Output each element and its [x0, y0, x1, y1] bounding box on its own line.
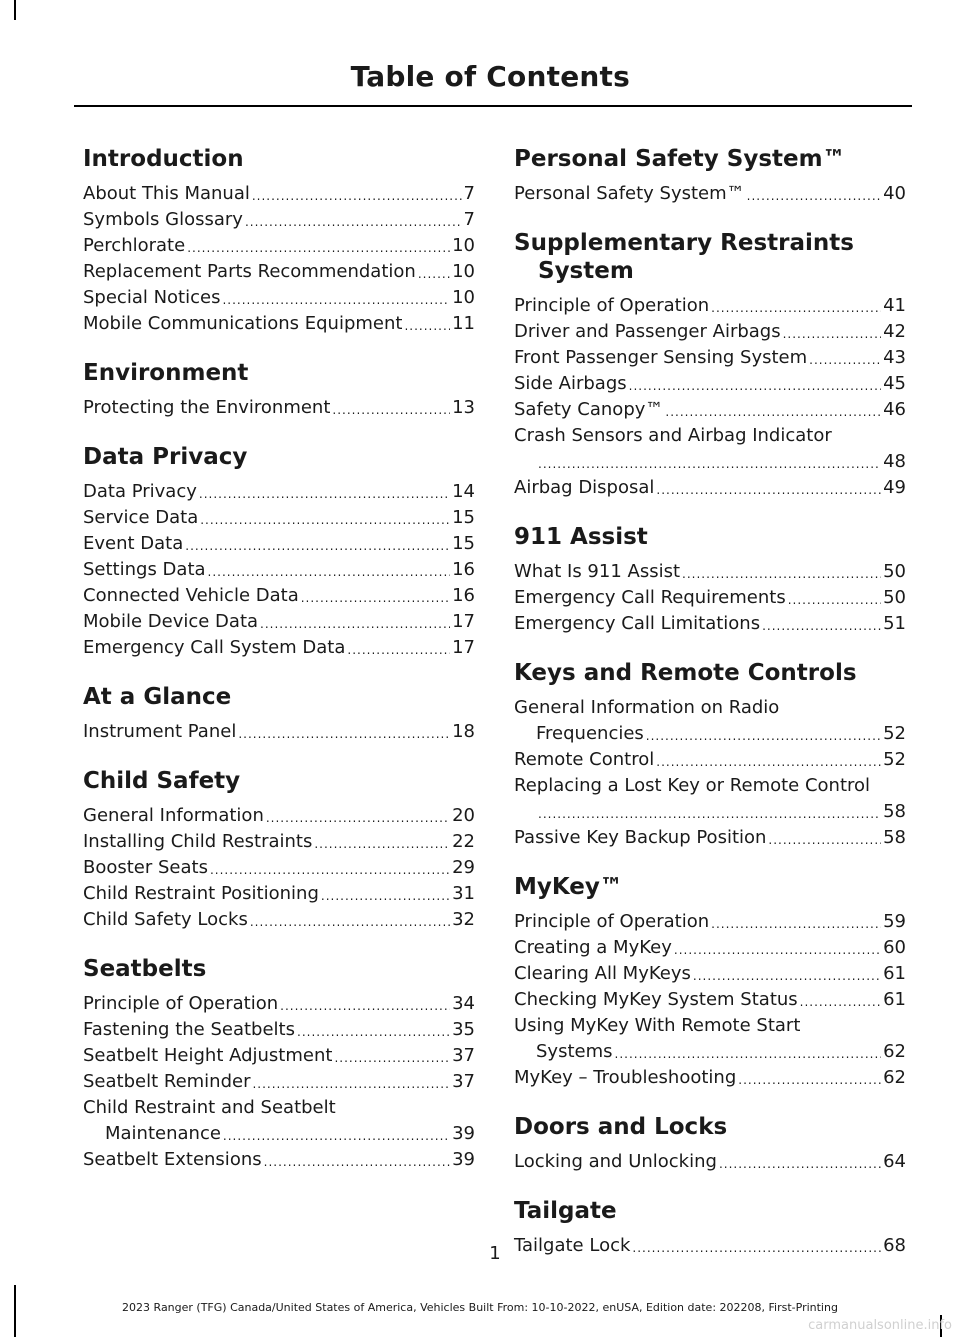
- toc-section: [514, 229, 906, 501]
- toc-entry[interactable]: [514, 1233, 906, 1259]
- toc-entry-line: [514, 909, 906, 935]
- leader-dots: [632, 1237, 881, 1259]
- toc-entry[interactable]: [514, 181, 906, 207]
- toc-entry-text: General Information on Radio: [514, 697, 780, 718]
- toc-entry-line: [514, 987, 906, 1013]
- leader-dots: [615, 1043, 882, 1065]
- leader-dots: [693, 965, 881, 987]
- toc-entry-text: MyKey – Troubleshooting: [514, 1067, 737, 1088]
- leader-dots: [674, 939, 881, 961]
- section-heading: [514, 873, 906, 901]
- toc-entry-text-cont: Systems: [536, 1041, 613, 1062]
- toc-page-number: 68: [883, 1235, 906, 1256]
- toc-entry-text: Clearing All MyKeys: [514, 963, 691, 984]
- section-heading: [83, 767, 475, 795]
- toc-entry[interactable]: [514, 345, 906, 371]
- toc-page-number: 10: [452, 235, 475, 256]
- toc-page-number: 18: [452, 721, 475, 742]
- toc-section: [514, 523, 906, 637]
- toc-page-number: 52: [883, 723, 906, 744]
- toc-entry[interactable]: [514, 773, 906, 825]
- toc-entry-text: Perchlorate: [83, 235, 186, 256]
- toc-page-number: 51: [883, 613, 906, 634]
- toc-section: [83, 767, 475, 933]
- toc-page-number: 58: [883, 801, 906, 822]
- toc-entry-text: Principle of Operation: [514, 911, 710, 932]
- toc-entry[interactable]: [514, 1065, 906, 1091]
- toc-entry-text: Tailgate Lock: [514, 1235, 631, 1256]
- toc-entry-text: Emergency Call System Data: [83, 637, 346, 658]
- toc-page-number: 37: [452, 1071, 475, 1092]
- toc-entry-line: [83, 991, 475, 1017]
- leader-dots: [238, 723, 450, 745]
- toc-entry[interactable]: [514, 747, 906, 773]
- toc-entry-line: [514, 475, 906, 501]
- toc-entry[interactable]: [83, 233, 475, 259]
- toc-entry-text: Airbag Disposal: [514, 477, 655, 498]
- toc-entry[interactable]: [83, 557, 475, 583]
- toc-page-number: 61: [883, 963, 906, 984]
- toc-entry[interactable]: [83, 181, 475, 207]
- toc-entry-text: Child Restraint Positioning: [83, 883, 319, 904]
- section-heading-text: Introduction: [83, 146, 244, 172]
- crop-mark-top-left: [14, 0, 16, 20]
- leader-dots: [711, 297, 881, 319]
- leader-dots: [264, 1151, 450, 1173]
- toc-entry-text: Settings Data: [83, 559, 206, 580]
- toc-section: [514, 1197, 906, 1259]
- toc-entry-line: [83, 531, 475, 557]
- leader-dots: [301, 587, 450, 609]
- toc-entry-text: Child Safety Locks: [83, 909, 248, 930]
- toc-entry-line: [83, 233, 475, 259]
- toc-section: [83, 443, 475, 661]
- toc-page-number: 37: [452, 1045, 475, 1066]
- toc-page-number: 50: [883, 561, 906, 582]
- toc-entry[interactable]: [514, 559, 906, 585]
- toc-entry[interactable]: [83, 1043, 475, 1069]
- toc-entry-text: Seatbelt Reminder: [83, 1071, 251, 1092]
- toc-entry-line: [514, 747, 906, 773]
- toc-entry[interactable]: [514, 1149, 906, 1175]
- section-heading: [83, 683, 475, 711]
- toc-entry-line: [83, 719, 475, 745]
- leader-dots: [538, 803, 881, 825]
- toc-entry-text: Mobile Device Data: [83, 611, 259, 632]
- toc-entry-text: What Is 911 Assist: [514, 561, 681, 582]
- toc-page-number: 39: [452, 1123, 475, 1144]
- page-title: Table of Contents: [350, 60, 630, 93]
- leader-dots: [682, 563, 881, 585]
- toc-entry[interactable]: [83, 1069, 475, 1095]
- section-heading: [514, 1197, 906, 1225]
- toc-page-number: 35: [452, 1019, 475, 1040]
- toc-entry-line: [83, 557, 475, 583]
- toc-entry-text-cont: Frequencies: [536, 723, 644, 744]
- toc-entry-text-cont: Maintenance: [105, 1123, 221, 1144]
- toc-entry-line: [83, 259, 475, 285]
- toc-entry-line: [514, 825, 906, 851]
- section-heading: [83, 145, 475, 173]
- toc-entry-line: [83, 505, 475, 531]
- leader-dots: [738, 1069, 881, 1091]
- toc-entry-line: [83, 1121, 475, 1147]
- section-heading: [514, 523, 906, 551]
- toc-page-number: 31: [452, 883, 475, 904]
- toc-page-number: 50: [883, 587, 906, 608]
- toc-entry[interactable]: [514, 961, 906, 987]
- toc-entry-line: [514, 181, 906, 207]
- leader-dots: [200, 509, 450, 531]
- section-heading: [514, 1113, 906, 1141]
- toc-entry[interactable]: [514, 695, 906, 747]
- toc-section: [514, 873, 906, 1091]
- section-heading-text: Seatbelts: [83, 956, 207, 982]
- leader-dots: [656, 751, 881, 773]
- right-column: [514, 145, 906, 1281]
- toc-entry[interactable]: [83, 311, 475, 337]
- toc-page-number: 10: [452, 261, 475, 282]
- toc-entry-text: Principle of Operation: [514, 295, 710, 316]
- section-heading: [83, 955, 475, 983]
- leader-dots: [210, 859, 450, 881]
- toc-section: [514, 1113, 906, 1175]
- toc-entry[interactable]: [83, 395, 475, 421]
- toc-entry-text: Mobile Communications Equipment: [83, 313, 403, 334]
- toc-entry[interactable]: [83, 991, 475, 1017]
- toc-entry[interactable]: [83, 829, 475, 855]
- toc-page-number: 46: [883, 399, 906, 420]
- toc-entry-text: Seatbelt Height Adjustment: [83, 1045, 333, 1066]
- toc-entry[interactable]: [83, 1095, 475, 1147]
- toc-page-number: 41: [883, 295, 906, 316]
- toc-page-number: 32: [452, 909, 475, 930]
- toc-entry-line: [514, 721, 906, 747]
- toc-entry[interactable]: [514, 319, 906, 345]
- toc-entry[interactable]: [514, 585, 906, 611]
- toc-entry[interactable]: [514, 293, 906, 319]
- toc-entry-text: Emergency Call Requirements: [514, 587, 786, 608]
- toc-entry-text: Protecting the Environment: [83, 397, 331, 418]
- toc-entry[interactable]: [514, 397, 906, 423]
- leader-dots: [347, 639, 450, 661]
- toc-entry-line: [514, 1149, 906, 1175]
- toc-page-number: 29: [452, 857, 475, 878]
- leader-dots: [768, 829, 881, 851]
- toc-entry-line: [83, 311, 475, 337]
- leader-dots: [252, 1073, 450, 1095]
- toc-entry-text: Seatbelt Extensions: [83, 1149, 262, 1170]
- leader-dots: [187, 237, 450, 259]
- toc-entry-text: Checking MyKey System Status: [514, 989, 798, 1010]
- toc-page-number: 45: [883, 373, 906, 394]
- toc-page-number: 7: [463, 209, 475, 230]
- leader-dots: [719, 1153, 881, 1175]
- leader-dots: [252, 185, 462, 207]
- toc-entry-text: Using MyKey With Remote Start: [514, 1015, 801, 1036]
- toc-page-number: 16: [452, 585, 475, 606]
- section-heading-text: Doors and Locks: [514, 1114, 728, 1140]
- toc-entry-line: [83, 479, 475, 505]
- toc-entry[interactable]: [514, 1013, 906, 1065]
- toc-entry-line: [83, 1017, 475, 1043]
- edition-footer: 2023 Ranger (TFG) Canada/United States of America, Vehicles Built From: 10-10-2022, enUSA, Edition date: 202208, First-Printing: [122, 1301, 838, 1314]
- toc-entry[interactable]: [514, 371, 906, 397]
- toc-entry-text: Principle of Operation: [83, 993, 279, 1014]
- toc-entry-text: Instrument Panel: [83, 721, 237, 742]
- leader-dots: [656, 479, 881, 501]
- leader-dots: [222, 289, 450, 311]
- leader-dots: [332, 399, 450, 421]
- toc-page-number: 22: [452, 831, 475, 852]
- toc-page-number: 15: [452, 533, 475, 554]
- section-heading: [83, 359, 475, 387]
- toc-entry-line: [514, 319, 906, 345]
- section-heading-text: Keys and Remote Controls: [514, 660, 857, 686]
- toc-entry-text: Driver and Passenger Airbags: [514, 321, 781, 342]
- toc-page-number: 20: [452, 805, 475, 826]
- section-heading-text: Tailgate: [514, 1198, 617, 1224]
- toc-page-number: 17: [452, 637, 475, 658]
- toc-entry[interactable]: [83, 285, 475, 311]
- toc-entry-text: Connected Vehicle Data: [83, 585, 299, 606]
- toc-entry-text: Service Data: [83, 507, 199, 528]
- leader-dots: [783, 323, 881, 345]
- toc-entry[interactable]: [83, 259, 475, 285]
- leader-dots: [747, 185, 881, 207]
- toc-page-number: 52: [883, 749, 906, 770]
- toc-entry[interactable]: [514, 423, 906, 475]
- toc-section: [514, 659, 906, 851]
- toc-page-number: 11: [452, 313, 475, 334]
- leader-dots: [245, 211, 462, 233]
- toc-page-number: 62: [883, 1041, 906, 1062]
- toc-entry-text: Symbols Glossary: [83, 209, 243, 230]
- toc-entry-text: Front Passenger Sensing System: [514, 347, 808, 368]
- toc-entry[interactable]: [83, 907, 475, 933]
- toc-entry-line: [514, 799, 906, 825]
- toc-page-number: 60: [883, 937, 906, 958]
- toc-entry[interactable]: [514, 935, 906, 961]
- section-heading-text: At a Glance: [83, 684, 232, 710]
- section-heading-text: Environment: [83, 360, 249, 386]
- toc-entry-line: [83, 829, 475, 855]
- leader-dots: [321, 885, 450, 907]
- section-heading-text: Child Safety: [83, 768, 241, 794]
- toc-entry[interactable]: [83, 1017, 475, 1043]
- toc-entry-line: [83, 1043, 475, 1069]
- toc-entry[interactable]: [83, 881, 475, 907]
- page-number: 1: [489, 1243, 501, 1264]
- leader-dots: [788, 589, 881, 611]
- header-rule: [74, 105, 912, 107]
- toc-entry-line: [83, 609, 475, 635]
- toc-page-number: 7: [463, 183, 475, 204]
- section-heading: [514, 659, 906, 687]
- toc-entry-line: [83, 907, 475, 933]
- toc-page-number: 10: [452, 287, 475, 308]
- toc-entry-line: [514, 1065, 906, 1091]
- toc-entry-line: [83, 285, 475, 311]
- toc-entry-line: [514, 345, 906, 371]
- leader-dots: [800, 991, 881, 1013]
- toc-page-number: 49: [883, 477, 906, 498]
- toc-page-number: 61: [883, 989, 906, 1010]
- section-heading-text-cont: System: [538, 258, 634, 284]
- section-heading-text: Supplementary Restraints: [514, 230, 854, 256]
- toc-entry-text: Fastening the Seatbelts: [83, 1019, 295, 1040]
- toc-entry-line: [514, 611, 906, 637]
- toc-page-number: 17: [452, 611, 475, 632]
- toc-entry-text: Locking and Unlocking: [514, 1151, 717, 1172]
- toc-entry[interactable]: [514, 909, 906, 935]
- toc-entry[interactable]: [514, 987, 906, 1013]
- leader-dots: [711, 913, 881, 935]
- toc-section: [83, 955, 475, 1173]
- toc-entry-line: [514, 293, 906, 319]
- leader-dots: [334, 1047, 450, 1069]
- toc-entry-text: Crash Sensors and Airbag Indicator: [514, 425, 832, 446]
- toc-entry[interactable]: [83, 583, 475, 609]
- toc-entry-line: [83, 635, 475, 661]
- toc-page-number: 13: [452, 397, 475, 418]
- toc-page-number: 42: [883, 321, 906, 342]
- toc-entry-line: [514, 371, 906, 397]
- leader-dots: [260, 613, 450, 635]
- toc-page-number: 39: [452, 1149, 475, 1170]
- toc-entry-text: Installing Child Restraints: [83, 831, 313, 852]
- toc-section: [514, 145, 906, 207]
- leader-dots: [314, 833, 450, 855]
- toc-entry-line: [514, 559, 906, 585]
- toc-entry-line: [83, 181, 475, 207]
- section-heading: [514, 229, 906, 285]
- toc-entry-line: [83, 855, 475, 881]
- section-heading: [83, 443, 475, 471]
- toc-entry-line: [514, 397, 906, 423]
- section-heading-text: Personal Safety System™: [514, 146, 846, 172]
- toc-entry-line: [514, 1039, 906, 1065]
- toc-entry-line: [83, 1069, 475, 1095]
- toc-entry-text: Data Privacy: [83, 481, 197, 502]
- toc-entry[interactable]: [83, 1147, 475, 1173]
- toc-entry-text: About This Manual: [83, 183, 250, 204]
- leader-dots: [629, 375, 881, 397]
- toc-entry[interactable]: [514, 825, 906, 851]
- toc-page-number: 40: [883, 183, 906, 204]
- toc-entry-line: [514, 585, 906, 611]
- toc-page-number: 64: [883, 1151, 906, 1172]
- leader-dots: [199, 483, 450, 505]
- leader-dots: [418, 263, 450, 285]
- toc-page-number: 48: [883, 451, 906, 472]
- toc-page-number: 16: [452, 559, 475, 580]
- leader-dots: [185, 535, 450, 557]
- toc-entry[interactable]: [83, 635, 475, 661]
- toc-section: [83, 359, 475, 421]
- toc-entry-text: Replacing a Lost Key or Remote Control: [514, 775, 871, 796]
- toc-entry-line: [514, 1233, 906, 1259]
- leader-dots: [280, 995, 450, 1017]
- toc-entry-line: [83, 803, 475, 829]
- toc-entry-line: [83, 881, 475, 907]
- leader-dots: [223, 1125, 450, 1147]
- toc-entry-line: [514, 961, 906, 987]
- toc-entry[interactable]: [83, 855, 475, 881]
- toc-entry[interactable]: [83, 719, 475, 745]
- leader-dots: [297, 1021, 450, 1043]
- toc-entry-text: Event Data: [83, 533, 184, 554]
- toc-entry-text: Safety Canopy™: [514, 399, 664, 420]
- leader-dots: [762, 615, 881, 637]
- toc-entry[interactable]: [514, 475, 906, 501]
- toc-entry-text: Creating a MyKey: [514, 937, 672, 958]
- toc-entry-text: Remote Control: [514, 749, 655, 770]
- toc-entry-text: Booster Seats: [83, 857, 208, 878]
- toc-entry-line: [514, 449, 906, 475]
- toc-entry[interactable]: [83, 531, 475, 557]
- toc-entry-text: Personal Safety System™: [514, 183, 745, 204]
- toc-entry-text: Passive Key Backup Position: [514, 827, 767, 848]
- toc-entry-line: [514, 935, 906, 961]
- left-column: [83, 145, 475, 1195]
- leader-dots: [208, 561, 451, 583]
- leader-dots: [809, 349, 881, 371]
- leader-dots: [250, 911, 450, 933]
- toc-page-number: 15: [452, 507, 475, 528]
- toc-page-number: 58: [883, 827, 906, 848]
- section-heading: [514, 145, 906, 173]
- toc-entry[interactable]: [83, 479, 475, 505]
- leader-dots: [404, 315, 450, 337]
- toc-entry-line: [83, 583, 475, 609]
- toc-entry-text: Replacement Parts Recommendation: [83, 261, 416, 282]
- toc-section: [83, 145, 475, 337]
- toc-entry-text: General Information: [83, 805, 264, 826]
- toc-entry[interactable]: [83, 803, 475, 829]
- toc-entry-text: Side Airbags: [514, 373, 627, 394]
- toc-section: [83, 683, 475, 745]
- toc-page-number: 43: [883, 347, 906, 368]
- toc-entry-line: [83, 207, 475, 233]
- toc-page-number: 62: [883, 1067, 906, 1088]
- toc-entry[interactable]: [83, 609, 475, 635]
- section-heading-text: MyKey™: [514, 874, 623, 900]
- leader-dots: [646, 725, 881, 747]
- leader-dots: [538, 453, 881, 475]
- toc-entry-text: Special Notices: [83, 287, 221, 308]
- leader-dots: [665, 401, 881, 423]
- toc-entry-line: [83, 395, 475, 421]
- section-heading-text: Data Privacy: [83, 444, 248, 470]
- toc-page-number: 34: [452, 993, 475, 1014]
- section-heading-text: 911 Assist: [514, 524, 648, 550]
- toc-entry[interactable]: [514, 611, 906, 637]
- toc-page-number: 59: [883, 911, 906, 932]
- toc-entry[interactable]: [83, 207, 475, 233]
- toc-entry[interactable]: [83, 505, 475, 531]
- watermark: carmanualsonline.info: [808, 1318, 952, 1333]
- toc-entry-text: Child Restraint and Seatbelt: [83, 1097, 336, 1118]
- toc-entry-text: Emergency Call Limitations: [514, 613, 761, 634]
- leader-dots: [266, 807, 450, 829]
- toc-page-number: 14: [452, 481, 475, 502]
- toc-entry-line: [83, 1147, 475, 1173]
